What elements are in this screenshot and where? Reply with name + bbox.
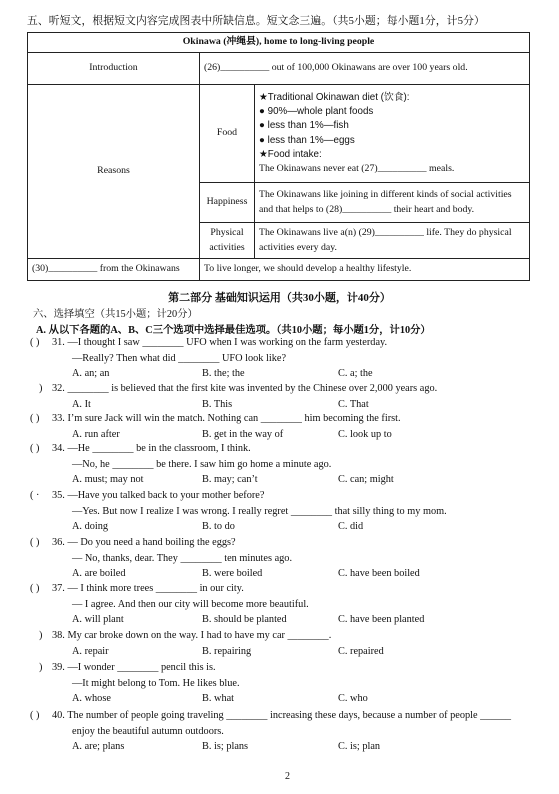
answer-bracket: ( ) (30, 583, 40, 594)
option-b[interactable]: B. get in the way of (202, 428, 284, 440)
food-line: ● 90%—whole plant foods (259, 106, 374, 118)
page-number: 2 (285, 771, 290, 782)
food-line: The Okinawans never eat (27)__________ meals. (259, 162, 455, 174)
answer-bracket: ( ) (30, 337, 40, 348)
happiness-line: and that helps to (28)__________ their heart and body. (259, 203, 475, 215)
option-a[interactable]: A. must; may not (72, 474, 144, 486)
question-line: — I agree. And then our city will become more beautiful. (72, 598, 309, 610)
happiness-line: The Okinawans like joining in different kinds of social activities (259, 189, 512, 201)
question-line: enjoy the beautiful autumn outdoors. (72, 725, 224, 737)
intro-label: Introduction (28, 53, 200, 85)
food-line: ★Food intake: (259, 148, 322, 160)
food-line: ● less than 1%—fish (259, 120, 349, 132)
option-b[interactable]: B. to do (202, 521, 235, 533)
answer-bracket: ) (39, 630, 43, 641)
option-a[interactable]: A. are; plans (72, 741, 125, 753)
answer-bracket: ( ) (30, 710, 40, 721)
question-stem: 39. —I wonder ________ pencil this is. (52, 662, 216, 673)
table-title: Okinawa (冲绳县), home to long-living people (28, 33, 530, 53)
option-c[interactable]: C. is; plan (338, 741, 381, 753)
option-a[interactable]: A. an; an (72, 368, 110, 380)
q30-cell: (30)__________ from the Okinawans (28, 259, 200, 281)
option-c[interactable]: C. That (338, 398, 369, 410)
question-line: —Really? Then what did ________ UFO look like? (72, 352, 287, 364)
option-b[interactable]: B. This (202, 398, 233, 410)
physical-label-line: activities (209, 241, 245, 253)
option-b[interactable]: B. what (202, 693, 235, 705)
food-line: ● less than 1%—eggs (259, 134, 355, 146)
option-c[interactable]: C. repaired (338, 645, 384, 657)
option-b[interactable]: B. may; can’t (202, 474, 258, 486)
food-line: ★Traditional Okinawan diet (饮食): (259, 91, 410, 103)
physical-cell (255, 223, 530, 259)
question-stem: 34. —He ________ be in the classroom, I think. (52, 443, 251, 454)
answer-bracket: ) (39, 662, 43, 673)
intro-text: (26)__________ out of 100,000 Okinawans are over 100 years old. (200, 53, 530, 85)
option-c[interactable]: C. who (338, 693, 368, 705)
physical-line: activities every day. (259, 241, 337, 253)
answer-bracket: ( · (30, 490, 40, 501)
option-c[interactable]: C. did (338, 521, 364, 533)
question-stem: 36. — Do you need a hand boiling the eggs? (52, 537, 236, 548)
option-a[interactable]: A. repair (72, 645, 109, 657)
option-c[interactable]: C. can; might (338, 474, 394, 486)
question-stem: 35. —Have you talked back to your mother before? (52, 490, 265, 501)
section-5-heading: 五、听短文，根据短文内容完成图表中所缺信息。短文念三遍。（共5小题；每小题1分，计5分） (27, 15, 485, 27)
food-label: Food (200, 85, 255, 183)
happiness-cell (255, 183, 530, 223)
answer-bracket: ( ) (30, 537, 40, 548)
question-stem: 31. —I thought I saw ________ UFO when I was working on the farm yesterday. (52, 337, 388, 348)
option-b[interactable]: B. the; the (202, 368, 245, 380)
question-line: —Yes. But now I realize I was wrong. I really regret ________ that silly thing to my mom. (72, 505, 447, 517)
option-c[interactable]: C. have been boiled (338, 568, 420, 580)
answer-bracket: ( ) (30, 413, 40, 424)
question-line: —It might belong to Tom. He likes blue. (72, 677, 240, 689)
question-line: — No, thanks, dear. They ________ ten minutes ago. (72, 552, 293, 564)
question-stem: 40. The number of people going traveling ________ increasing these days, because a number of people ______ (52, 710, 512, 721)
option-a[interactable]: A. will plant (72, 614, 124, 626)
section-6-sub-a: A. 从以下各题的A、B、C三个选项中选择最佳选项。（共10小题；每小题1分，计10分） (36, 325, 431, 336)
question-stem: 38. My car broke down on the way. I had to have my car ________. (52, 630, 332, 641)
option-c[interactable]: C. have been planted (338, 614, 425, 626)
question-line: —No, he ________ be there. I saw him go home a minute ago. (72, 458, 332, 470)
option-c[interactable]: C. look up to (338, 428, 392, 440)
question-stem: 33. I’m sure Jack will win the match. Nothing can ________ him becoming the first. (52, 413, 401, 424)
physical-label-line: Physical (210, 227, 244, 239)
option-a[interactable]: A. are boiled (72, 568, 126, 580)
answer-bracket: ) (39, 383, 43, 394)
option-a[interactable]: A. run after (72, 428, 120, 440)
answer-bracket: ( ) (30, 443, 40, 454)
question-stem: 32. ________ is believed that the first kite was invented by the Chinese over 2,000 years ago. (52, 383, 438, 394)
part-2-title: 第二部分 基础知识运用（共30小题，计40分） (168, 292, 391, 304)
option-b[interactable]: B. were boiled (202, 568, 263, 580)
physical-label (200, 223, 255, 259)
reasons-label: Reasons (28, 85, 200, 259)
option-b[interactable]: B. should be planted (202, 614, 287, 626)
okinawa-table (27, 32, 530, 281)
happiness-label: Happiness (200, 183, 255, 223)
option-b[interactable]: B. is; plans (202, 741, 249, 753)
option-b[interactable]: B. repairing (202, 645, 252, 657)
food-cell (255, 85, 530, 183)
advice-cell: To live longer, we should develop a healthy lifestyle. (200, 259, 530, 281)
option-a[interactable]: A. It (72, 398, 91, 410)
physical-line: The Okinawans live a(n) (29)__________ life. They do physical (259, 227, 512, 239)
question-stem: 37. — I think more trees ________ in our city. (52, 583, 244, 594)
section-6-heading: 六、选择填空（共15小题；计20分） (33, 309, 198, 320)
option-a[interactable]: A. doing (72, 521, 109, 533)
option-c[interactable]: C. a; the (338, 368, 373, 380)
option-a[interactable]: A. whose (72, 693, 111, 705)
